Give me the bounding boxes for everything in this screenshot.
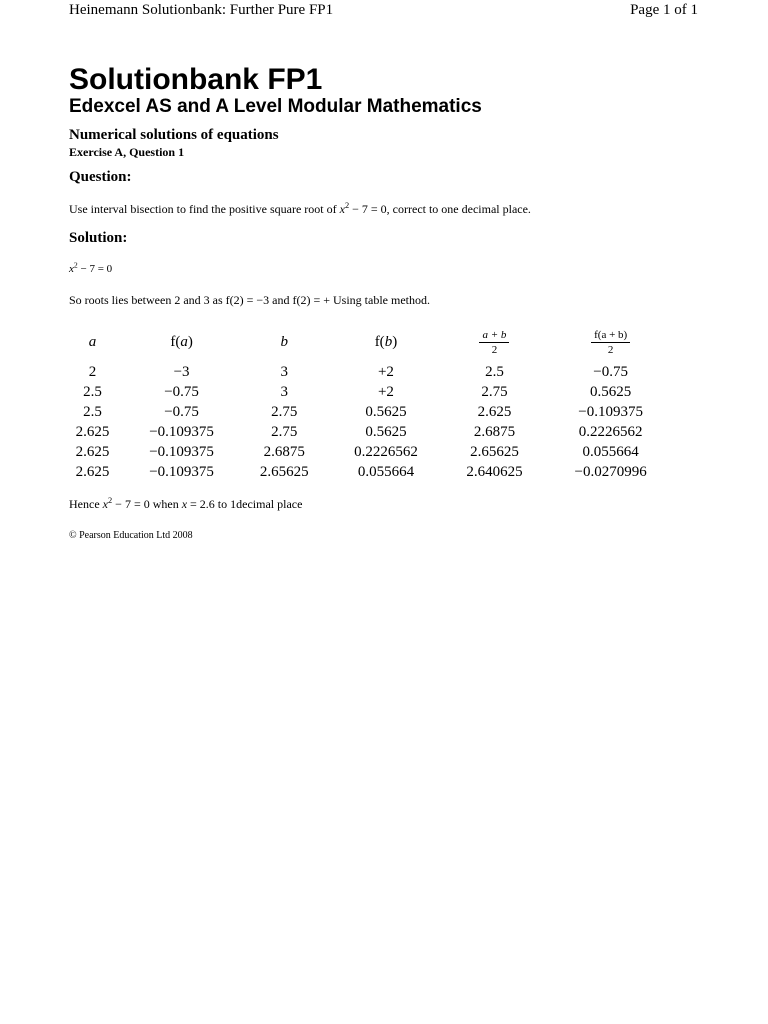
cell-f-midpoint: −0.109375	[578, 404, 644, 420]
cell-a: 2.625	[75, 464, 110, 480]
cell-a: 2	[88, 364, 97, 380]
cell-fa: −0.109375	[149, 424, 214, 440]
page-number: Page 1 of 1	[630, 1, 698, 18]
conclusion-post: = 2.6 to 1decimal place	[187, 497, 303, 511]
col-header-midpoint	[444, 322, 546, 362]
page-header	[69, 0, 698, 20]
col-header-fa-pre: f(	[170, 333, 181, 350]
col-header-b-text: b	[280, 333, 288, 350]
cell-fa: −0.75	[164, 384, 199, 400]
question-eq-var: x	[339, 202, 345, 216]
f-midpoint-numerator: f(a + b)	[591, 329, 630, 343]
col-header-b	[240, 322, 328, 362]
question-text-end: , correct to one decimal place.	[386, 202, 531, 216]
page-subtitle: Edexcel AS and A Level Modular Mathematics	[69, 96, 482, 117]
cell-f-midpoint: 0.5625	[590, 384, 632, 400]
header-title: Heinemann Solutionbank: Further Pure FP1	[69, 1, 334, 18]
cell-midpoint: 2.75	[481, 384, 508, 400]
bisection-table	[62, 322, 676, 482]
conclusion-pre: Hence	[69, 497, 103, 511]
cell-a: 2.625	[75, 444, 110, 460]
col-header-f-midpoint	[545, 322, 676, 362]
solution-heading: Solution:	[69, 230, 128, 246]
cell-b: 2.65625	[259, 464, 309, 480]
cell-midpoint: 2.625	[477, 404, 512, 420]
table-row	[62, 402, 676, 422]
solution-eq-rest: − 7 = 0	[77, 263, 113, 275]
cell-a: 2.5	[83, 404, 102, 420]
topic-heading: Numerical solutions of equations	[69, 127, 279, 143]
cell-fa: −0.109375	[149, 444, 214, 460]
col-header-a	[62, 322, 123, 362]
table-header-row	[62, 322, 676, 362]
cell-fb: 0.5625	[365, 424, 407, 440]
question-eq-exponent: 2	[344, 201, 350, 210]
conclusion-text	[69, 497, 302, 512]
solution-eq-var: x	[69, 263, 74, 275]
question-text	[69, 202, 531, 217]
table-row	[62, 442, 676, 462]
page-title: Solutionbank FP1	[69, 63, 323, 96]
cell-f-midpoint: 0.055664	[582, 444, 639, 460]
cell-b: 2.75	[271, 404, 298, 420]
cell-fa: −0.109375	[149, 464, 214, 480]
col-header-a-text: a	[88, 333, 97, 350]
cell-f-midpoint: −0.75	[593, 364, 629, 380]
cell-midpoint: 2.5	[485, 364, 504, 380]
cell-a: 2.5	[83, 384, 102, 400]
table-row	[62, 362, 676, 382]
cell-f-midpoint: 0.2226562	[578, 424, 643, 440]
cell-fb: 0.2226562	[354, 444, 418, 460]
midpoint-numerator: a + b	[479, 329, 509, 343]
midpoint-denominator: 2	[491, 343, 498, 356]
cell-fa: −0.75	[164, 404, 199, 420]
table-row	[62, 422, 676, 442]
exercise-label: Exercise A, Question 1	[69, 145, 185, 159]
cell-midpoint: 2.6875	[473, 424, 516, 440]
col-header-fb-pre: f(	[374, 333, 385, 350]
f-midpoint-denominator: 2	[607, 343, 614, 356]
cell-f-midpoint: −0.0270996	[574, 464, 647, 480]
table-row	[62, 462, 676, 482]
copyright-notice: © Pearson Education Ltd 2008	[69, 530, 193, 541]
conclusion-exponent: 2	[107, 496, 113, 505]
conclusion-var-x: x	[102, 497, 108, 511]
cell-midpoint: 2.640625	[466, 464, 523, 480]
col-header-fb-var: b	[384, 333, 393, 350]
question-eq-rest: − 7 = 0	[349, 202, 387, 216]
cell-b: 2.6875	[263, 444, 305, 460]
cell-a: 2.625	[75, 424, 110, 440]
cell-fb: +2	[377, 384, 394, 400]
cell-fb: +2	[377, 364, 394, 380]
cell-fa: −3	[173, 364, 190, 380]
f-midpoint-fraction	[591, 329, 630, 356]
col-header-fb-post: )	[392, 333, 398, 350]
roots-statement: So roots lies between 2 and 3 as f(2) = −3 and f(2) = + Using table method.	[69, 293, 430, 307]
midpoint-fraction	[479, 329, 509, 356]
question-text-start: Use interval bisection to find the positive square root of	[69, 202, 340, 216]
cell-fb: 0.055664	[357, 464, 415, 480]
question-heading: Question:	[69, 169, 132, 185]
solution-eq-exponent: 2	[73, 260, 78, 270]
cell-b: 3	[280, 364, 288, 380]
col-header-fa-var: a	[180, 333, 188, 350]
col-header-fa	[123, 322, 240, 362]
col-header-fa-post: )	[187, 333, 193, 350]
cell-b: 2.75	[271, 424, 298, 440]
conclusion-var-x2: x	[181, 497, 188, 511]
conclusion-mid: − 7 = 0 when	[112, 497, 182, 511]
cell-midpoint: 2.65625	[470, 444, 519, 460]
solution-equation	[69, 260, 113, 275]
cell-b: 3	[280, 384, 288, 400]
cell-fb: 0.5625	[365, 404, 407, 420]
col-header-fb	[328, 322, 443, 362]
table-row	[62, 382, 676, 402]
